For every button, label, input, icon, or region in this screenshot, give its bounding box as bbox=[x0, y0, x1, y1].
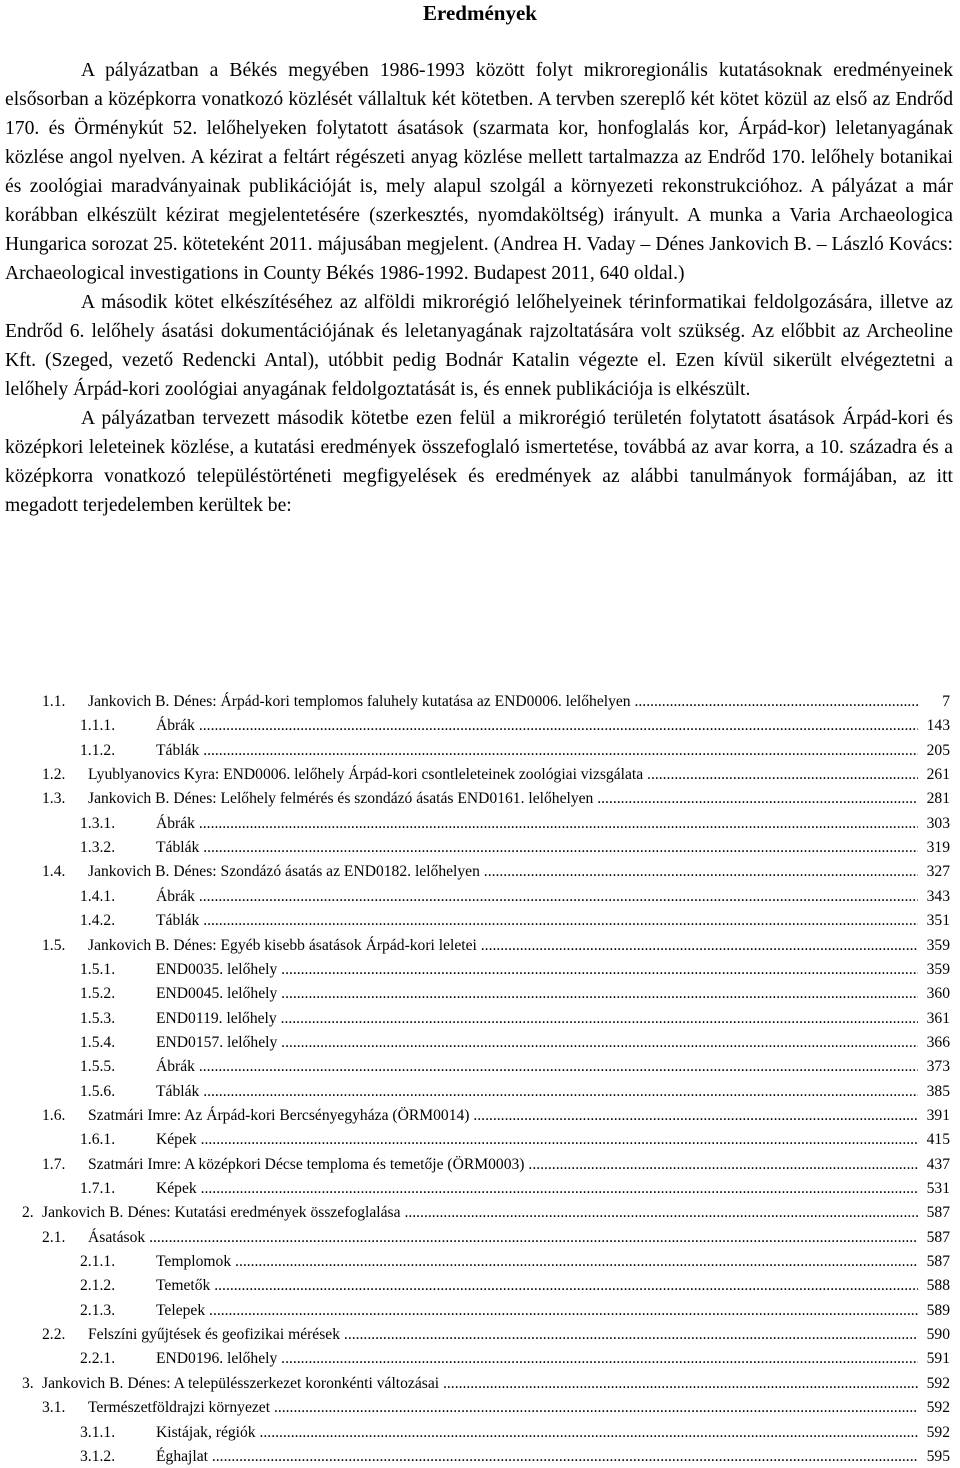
toc-title: Kistájak, régiók ..... bbox=[156, 1422, 918, 1444]
toc-page-number: 361 bbox=[926, 1009, 950, 1027]
toc-entry bbox=[0, 1081, 960, 1103]
toc-title: END0196. lelőhely ..... bbox=[156, 1348, 918, 1370]
toc-page-number: 587 bbox=[926, 1253, 950, 1271]
toc-title: Ábrák ..... bbox=[156, 1056, 918, 1078]
toc-page-number: 385 bbox=[926, 1082, 950, 1100]
toc-title: Jankovich B. Dénes: A településszerkezet koronkénti változásai ..... bbox=[42, 1373, 918, 1395]
toc-title: Ábrák ..... bbox=[156, 886, 918, 908]
toc-number: 3. bbox=[22, 1374, 34, 1392]
toc-entry bbox=[0, 1032, 960, 1054]
toc-number: 3.1. bbox=[42, 1399, 66, 1417]
toc-title: Temetők ..... bbox=[156, 1275, 918, 1297]
toc-title: Telepek ..... bbox=[156, 1300, 918, 1322]
toc-entry bbox=[0, 1324, 960, 1346]
toc-title: Jankovich B. Dénes: Árpád-kori templomos faluhely kutatása az END0006. lelőhelyen ..... bbox=[88, 691, 918, 713]
toc-title: Ábrák ..... bbox=[156, 813, 918, 835]
body-text bbox=[5, 56, 953, 520]
toc-page-number: 366 bbox=[926, 1033, 950, 1051]
toc-page-number: 319 bbox=[926, 839, 950, 857]
toc-number: 1.4.1. bbox=[80, 887, 116, 905]
toc-entry bbox=[0, 764, 960, 786]
toc-title: Ásatások ..... bbox=[88, 1227, 918, 1249]
toc-entry bbox=[0, 788, 960, 810]
toc-page-number: 590 bbox=[926, 1326, 950, 1344]
toc-number: 1.3.1. bbox=[80, 814, 116, 832]
toc-page-number: 592 bbox=[926, 1374, 950, 1392]
toc-entry bbox=[0, 1300, 960, 1322]
toc-entry bbox=[0, 715, 960, 737]
toc-entry bbox=[0, 1154, 960, 1176]
toc-entry bbox=[0, 886, 960, 908]
toc-entry bbox=[0, 1397, 960, 1419]
toc-entry bbox=[0, 935, 960, 957]
toc-page-number: 303 bbox=[926, 814, 950, 832]
toc-number: 2.2.1. bbox=[80, 1350, 116, 1368]
toc-title: Ábrák ..... bbox=[156, 715, 918, 737]
toc-entry bbox=[0, 1251, 960, 1273]
toc-number: 1.3. bbox=[42, 790, 66, 808]
toc-number: 1.5.2. bbox=[80, 985, 116, 1003]
toc-entry bbox=[0, 691, 960, 713]
toc-number: 2.1. bbox=[42, 1228, 66, 1246]
toc-title: Természetföldrajzi környezet ..... bbox=[88, 1397, 918, 1419]
toc-number: 2.1.3. bbox=[80, 1301, 116, 1319]
toc-title: Táblák ..... bbox=[156, 910, 918, 932]
toc-entry bbox=[0, 1422, 960, 1444]
toc-entry bbox=[0, 983, 960, 1005]
toc-title: Táblák ..... bbox=[156, 1081, 918, 1103]
toc-title: Templomok ..... bbox=[156, 1251, 918, 1273]
toc-number: 1.5.3. bbox=[80, 1009, 116, 1027]
toc-title: Táblák ..... bbox=[156, 837, 918, 859]
toc-title: END0045. lelőhely ..... bbox=[156, 983, 918, 1005]
toc-entry bbox=[0, 1446, 960, 1468]
toc-entry bbox=[0, 1056, 960, 1078]
toc-page-number: 595 bbox=[926, 1447, 950, 1465]
toc-entry bbox=[0, 1275, 960, 1297]
toc-number: 1.4.2. bbox=[80, 912, 116, 930]
toc-page-number: 7 bbox=[942, 693, 950, 710]
toc-number: 3.1.1. bbox=[80, 1423, 116, 1441]
toc-page-number: 588 bbox=[926, 1277, 950, 1295]
toc-entry bbox=[0, 1105, 960, 1127]
toc-title: Jankovich B. Dénes: Szondázó ásatás az END0182. lelőhelyen ..... bbox=[88, 861, 918, 883]
paragraph: A második kötet elkészítéséhez az alföldi mikrorégió lelőhelyeinek térinformatikai feldolgozására, illetve az Endrőd 6. lelőhely ásatási dokumentációjának és leletanyagának rajzoltatására volt szükség. Az előbbit az Archeoline Kft. (Szeged, vezető Redencki Antal), utóbbit pedig Bodnár Katalin végezte el. Ezen kívül sikerült elvégeztetni a lelőhely Árpád-kori zoológiai anyagának feldolgoztatását is, és ennek publikációja is elkészült. bbox=[5, 292, 953, 400]
toc-title: Képek ..... bbox=[156, 1178, 918, 1200]
toc-title: Jankovich B. Dénes: Kutatási eredmények összefoglalása ..... bbox=[42, 1202, 918, 1224]
toc-page-number: 587 bbox=[926, 1204, 950, 1222]
toc-page-number: 351 bbox=[926, 912, 950, 930]
toc-number: 1.5.5. bbox=[80, 1058, 116, 1076]
toc-number: 1.1. bbox=[42, 693, 66, 710]
toc-number: 1.5.4. bbox=[80, 1033, 116, 1051]
page-title: Eredmények bbox=[423, 1, 537, 25]
toc-page-number: 373 bbox=[926, 1058, 950, 1076]
toc-entry bbox=[0, 1227, 960, 1249]
toc-title: Képek ..... bbox=[156, 1129, 918, 1151]
toc-number: 1.5.1. bbox=[80, 960, 116, 978]
toc-number: 1.3.2. bbox=[80, 839, 116, 857]
toc-entry bbox=[0, 959, 960, 981]
paragraph: A pályázatban a Békés megyében 1986-1993 között folyt mikroregionális kutatásoknak eredményeinek elsősorban a középkorra vonatkozó közlését vállaltuk két kötetben. A tervben szereplő két kötet közül az első az Endrőd 170. és Örménykút 52. lelőhelyeken folytatott ásatások (szarmata kor, honfoglalás kor, Árpád-kor) leletanyagának közlése angol nyelven. A kézirat a feltárt régészeti anyag közlése mellett tartalmazza az Endrőd 170. lelőhely botanikai és zoológiai maradványainak publikációját is, mely alapul szolgál a környezeti rekonstrukcióhoz. A pályázat a már korábban elkészült kézirat megjelentetésére (szerkesztés, nyomdaköltség) irányult. A munka a Varia Archaeologica Hungarica sorozat 25. köteteként 2011. májusában megjelent. (Andrea H. Vaday – Dénes Jankovich B. – László Kovács: Archaeological investigations in County Békés 1986-1992. Budapest 2011, 640 oldal.) bbox=[5, 60, 953, 284]
toc-title: END0035. lelőhely ..... bbox=[156, 959, 918, 981]
toc-title: END0119. lelőhely ..... bbox=[156, 1008, 918, 1030]
toc-page-number: 261 bbox=[926, 766, 950, 784]
toc-title: Táblák ..... bbox=[156, 740, 918, 762]
toc-entry bbox=[0, 910, 960, 932]
toc-title: Szatmári Imre: Az Árpád-kori Bercsényegyháza (ÖRM0014) ..... bbox=[88, 1105, 918, 1127]
toc-title: Jankovich B. Dénes: Egyéb kisebb ásatások Árpád-kori leletei ..... bbox=[88, 935, 918, 957]
toc-number: 1.6.1. bbox=[80, 1131, 116, 1149]
toc-number: 1.6. bbox=[42, 1106, 66, 1124]
toc-page-number: 591 bbox=[926, 1350, 950, 1368]
toc-entry bbox=[0, 813, 960, 835]
toc-entry bbox=[0, 1348, 960, 1370]
toc-title: Szatmári Imre: A középkori Décse temploma és temetője (ÖRM0003) ..... bbox=[88, 1154, 918, 1176]
toc-number: 2.1.2. bbox=[80, 1277, 116, 1295]
toc-title: Éghajlat ..... bbox=[156, 1446, 918, 1468]
toc-page-number: 391 bbox=[926, 1106, 950, 1124]
toc-page-number: 360 bbox=[926, 985, 950, 1003]
toc-number: 1.2. bbox=[42, 766, 66, 784]
toc-page-number: 592 bbox=[926, 1399, 950, 1417]
toc-number: 1.5.6. bbox=[80, 1082, 116, 1100]
toc-entry bbox=[0, 1178, 960, 1200]
toc-number: 1.4. bbox=[42, 863, 66, 881]
toc-entry bbox=[0, 861, 960, 883]
toc-entry bbox=[0, 1202, 960, 1224]
toc-number: 3.1.2. bbox=[80, 1447, 116, 1465]
toc-number: 1.5. bbox=[42, 936, 66, 954]
toc-number: 1.7.1. bbox=[80, 1180, 116, 1197]
toc-title: END0157. lelőhely ..... bbox=[156, 1032, 918, 1054]
paragraph: A pályázatban tervezett második kötetbe ezen felül a mikrorégió területén folytatott ásatások Árpád-kori és középkori leleteinek közlése, a kutatási eredmények összefoglaló ismertetése, továbbá az avar korra, a 10. századra és a középkorra vonatkozó településtörténeti megfigyelések és eredmények az alábbi tanulmányok formájában, az itt megadott terjedelemben kerültek be: bbox=[5, 408, 953, 516]
toc-entry bbox=[0, 837, 960, 859]
toc-entry bbox=[0, 1008, 960, 1030]
toc-page-number: 589 bbox=[926, 1301, 950, 1319]
toc-page-number: 437 bbox=[926, 1155, 950, 1173]
toc-number: 1.1.1. bbox=[80, 717, 116, 735]
toc-page-number: 343 bbox=[926, 887, 950, 905]
toc-entry bbox=[0, 1129, 960, 1151]
toc-page-number: 327 bbox=[926, 863, 950, 881]
toc-entry bbox=[0, 740, 960, 762]
toc-page-number: 359 bbox=[926, 960, 950, 978]
toc-number: 1.1.2. bbox=[80, 741, 116, 759]
toc-page-number: 359 bbox=[926, 936, 950, 954]
toc-title: Jankovich B. Dénes: Lelőhely felmérés és szondázó ásatás END0161. lelőhelyen ..... bbox=[88, 788, 918, 810]
toc-title: Lyublyanovics Kyra: END0006. lelőhely Árpád-kori csontleleteinek zoológiai vizsgálata ..... bbox=[88, 764, 918, 786]
toc-title: Felszíni gyűjtések és geofizikai mérések ..... bbox=[88, 1324, 918, 1346]
toc-page-number: 205 bbox=[926, 741, 950, 759]
toc-number: 2.1.1. bbox=[80, 1253, 116, 1271]
toc-number: 1.7. bbox=[42, 1155, 66, 1173]
toc-number: 2.2. bbox=[42, 1326, 66, 1344]
toc-number: 2. bbox=[22, 1204, 34, 1222]
toc-page-number: 587 bbox=[926, 1228, 950, 1246]
toc-page-number: 531 bbox=[926, 1180, 950, 1197]
toc-page-number: 592 bbox=[926, 1423, 950, 1441]
toc-page-number: 415 bbox=[926, 1131, 950, 1149]
toc-page-number: 143 bbox=[926, 717, 950, 735]
toc-page-number: 281 bbox=[926, 790, 950, 808]
toc-entry bbox=[0, 1373, 960, 1395]
